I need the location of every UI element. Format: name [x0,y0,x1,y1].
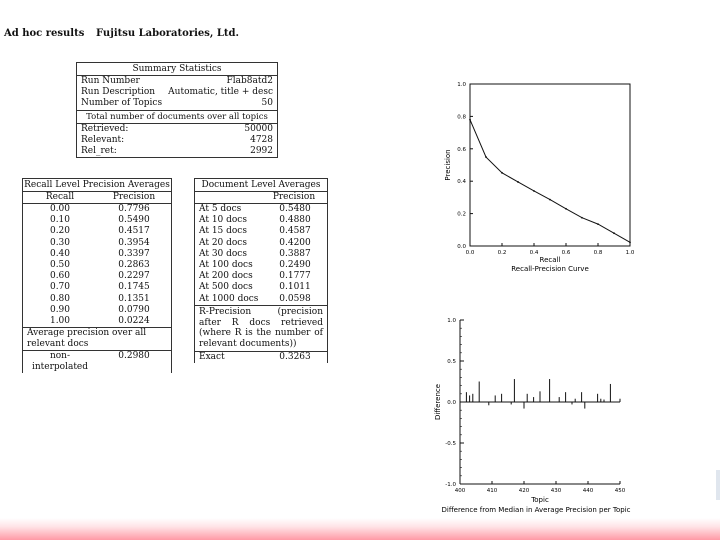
summary-rows [77,76,277,110]
diff-x-tick-label: 450 [614,488,626,494]
results-type-label: Ad hoc results [4,28,85,39]
document-level-table [194,178,328,363]
rp-y-tick-label: 0.6 [457,146,466,153]
diff-bar [511,402,512,404]
exact-value: 0.3263 [279,352,311,363]
diff-bar [466,392,467,402]
diff-bar [549,379,550,402]
diff-bar [597,394,598,402]
summary-row: Number of Topics 50 [81,98,273,109]
table-row: At 5 docs 0.5480 [199,204,311,214]
diff-x-tick-label: 400 [454,488,466,494]
rp-x-tick-label: 0.8 [593,250,603,256]
table-row: 0.20 0.4517 [49,226,150,237]
summary-row: Run Number Flab8atd2 [81,76,273,86]
diff-y-tick-label: 1.0 [447,318,456,324]
diff-y-tick-label: 0.5 [447,359,456,365]
rp-x-tick-label: 0.0 [465,250,475,256]
diff-bar [620,399,621,402]
rp-y-tick-label: 0.0 [457,244,466,250]
diff-bar [565,392,566,402]
doc-count-row: Retrieved: 50000 [81,123,273,134]
table-row: At 30 docs 0.3887 [199,248,311,259]
table-row: At 1000 docs 0.0598 [199,293,311,304]
diff-y-tick-label: -1.0 [445,482,456,488]
diff-bar [495,395,496,402]
table-row: 1.00 0.0224 [49,316,150,327]
rp-y-tick-label: 0.4 [457,179,466,186]
summary-title: Summary Statistics [77,63,277,76]
table-row: 0.00 0.7796 [49,204,150,214]
table-row: At 200 docs 0.1777 [199,271,311,282]
table-row: 0.90 0.0790 [49,304,150,315]
table-row: 0.30 0.3954 [49,237,150,248]
rp-x-tick-label: 0.4 [529,250,539,256]
summary-statistics-table [76,62,278,158]
rp-y-tick-label: 0.8 [457,114,466,121]
rp-y-tick-label: 0.2 [457,211,466,218]
table-row: 0.70 0.1745 [49,282,150,293]
diff-bar [514,379,515,402]
diff-bar [501,394,502,402]
rp-y-axis-label: Precision [444,149,452,181]
docs-title: Total number of documents over all topics [77,111,277,124]
diff-bar [600,399,601,402]
table-row: 0.40 0.3397 [49,248,150,259]
doc-rows [195,204,327,305]
diff-x-axis-label: Topic [531,496,549,504]
rp-chart-title: Recall-Precision Curve [511,265,589,273]
diff-bar [584,402,585,409]
table-row: 0.80 0.1351 [49,293,150,304]
diff-chart-title: Difference from Median in Average Precision per Topic [441,506,631,514]
recall-precision-chart [436,76,656,296]
table-row: At 10 docs 0.4880 [199,215,311,226]
rp-x-axis-label: Recall [539,256,561,264]
r-precision-description: R-Precision (precision after R docs retrieved (where R is the number of relevant documents)) [199,306,323,350]
edge-marker [716,470,720,500]
precision-header: Precision [112,192,156,202]
diff-bar [604,400,605,402]
diff-x-tick-label: 420 [518,488,530,494]
recall-header: Recall [45,192,75,202]
table-row: At 500 docs 0.1011 [199,282,311,293]
table-row: At 15 docs 0.4587 [199,226,311,237]
diff-y-tick-label: 0.0 [447,400,456,406]
diff-bar [488,402,489,405]
exact-label: Exact [199,352,225,363]
rp-x-tick-label: 1.0 [625,250,635,256]
diff-bar [533,397,534,402]
noninterpolated-value: 0.2980 [118,351,150,362]
summary-row: Run Description Automatic, title + desc [81,87,273,98]
diff-bar [472,394,473,402]
diff-bar [572,402,573,404]
rp-x-tick-label: 0.2 [497,250,507,256]
diff-bar [527,394,528,402]
recall-precision-table [22,178,172,373]
noninterpolated-label: non-interpolated [31,351,89,373]
diff-bar [575,399,576,402]
diff-x-tick-label: 410 [486,488,498,494]
doc-precision-header: Precision [272,192,316,202]
table-row: 0.10 0.5490 [49,215,150,226]
doc-table-title: Document Level Averages [195,179,327,192]
diff-bar [581,392,582,402]
table-row: 0.60 0.2297 [49,271,150,282]
diff-x-tick-label: 440 [582,488,594,494]
table-row: 0.50 0.2863 [49,260,150,271]
doc-count-row: Rel_ret: 2992 [81,146,273,157]
recall-table-title: Recall Level Precision Averages [24,180,170,190]
diff-bar [540,391,541,402]
diff-bar [479,382,480,403]
diff-bar [469,395,470,402]
diff-bar [610,384,611,402]
rp-x-tick-label: 0.6 [561,250,571,256]
table-row: At 20 docs 0.4200 [199,237,311,248]
diff-bar [524,402,525,409]
diff-bar [559,397,560,402]
diff-x-tick-label: 430 [550,488,562,494]
average-precision-label: Average precision over all relevant docs [27,328,147,350]
difference-from-median-chart [426,312,656,526]
table-row: At 100 docs 0.2490 [199,260,311,271]
rp-y-tick-label: 1.0 [457,82,466,88]
organization-name: Fujitsu Laboratories, Ltd. [96,28,239,39]
doc-count-row: Relevant: 4728 [81,134,273,145]
diff-y-axis-label: Difference [434,383,442,421]
recall-rows [23,204,171,327]
precision-curve [470,120,630,243]
diff-y-tick-label: -0.5 [445,441,456,447]
footer-gradient-bar [0,518,720,540]
